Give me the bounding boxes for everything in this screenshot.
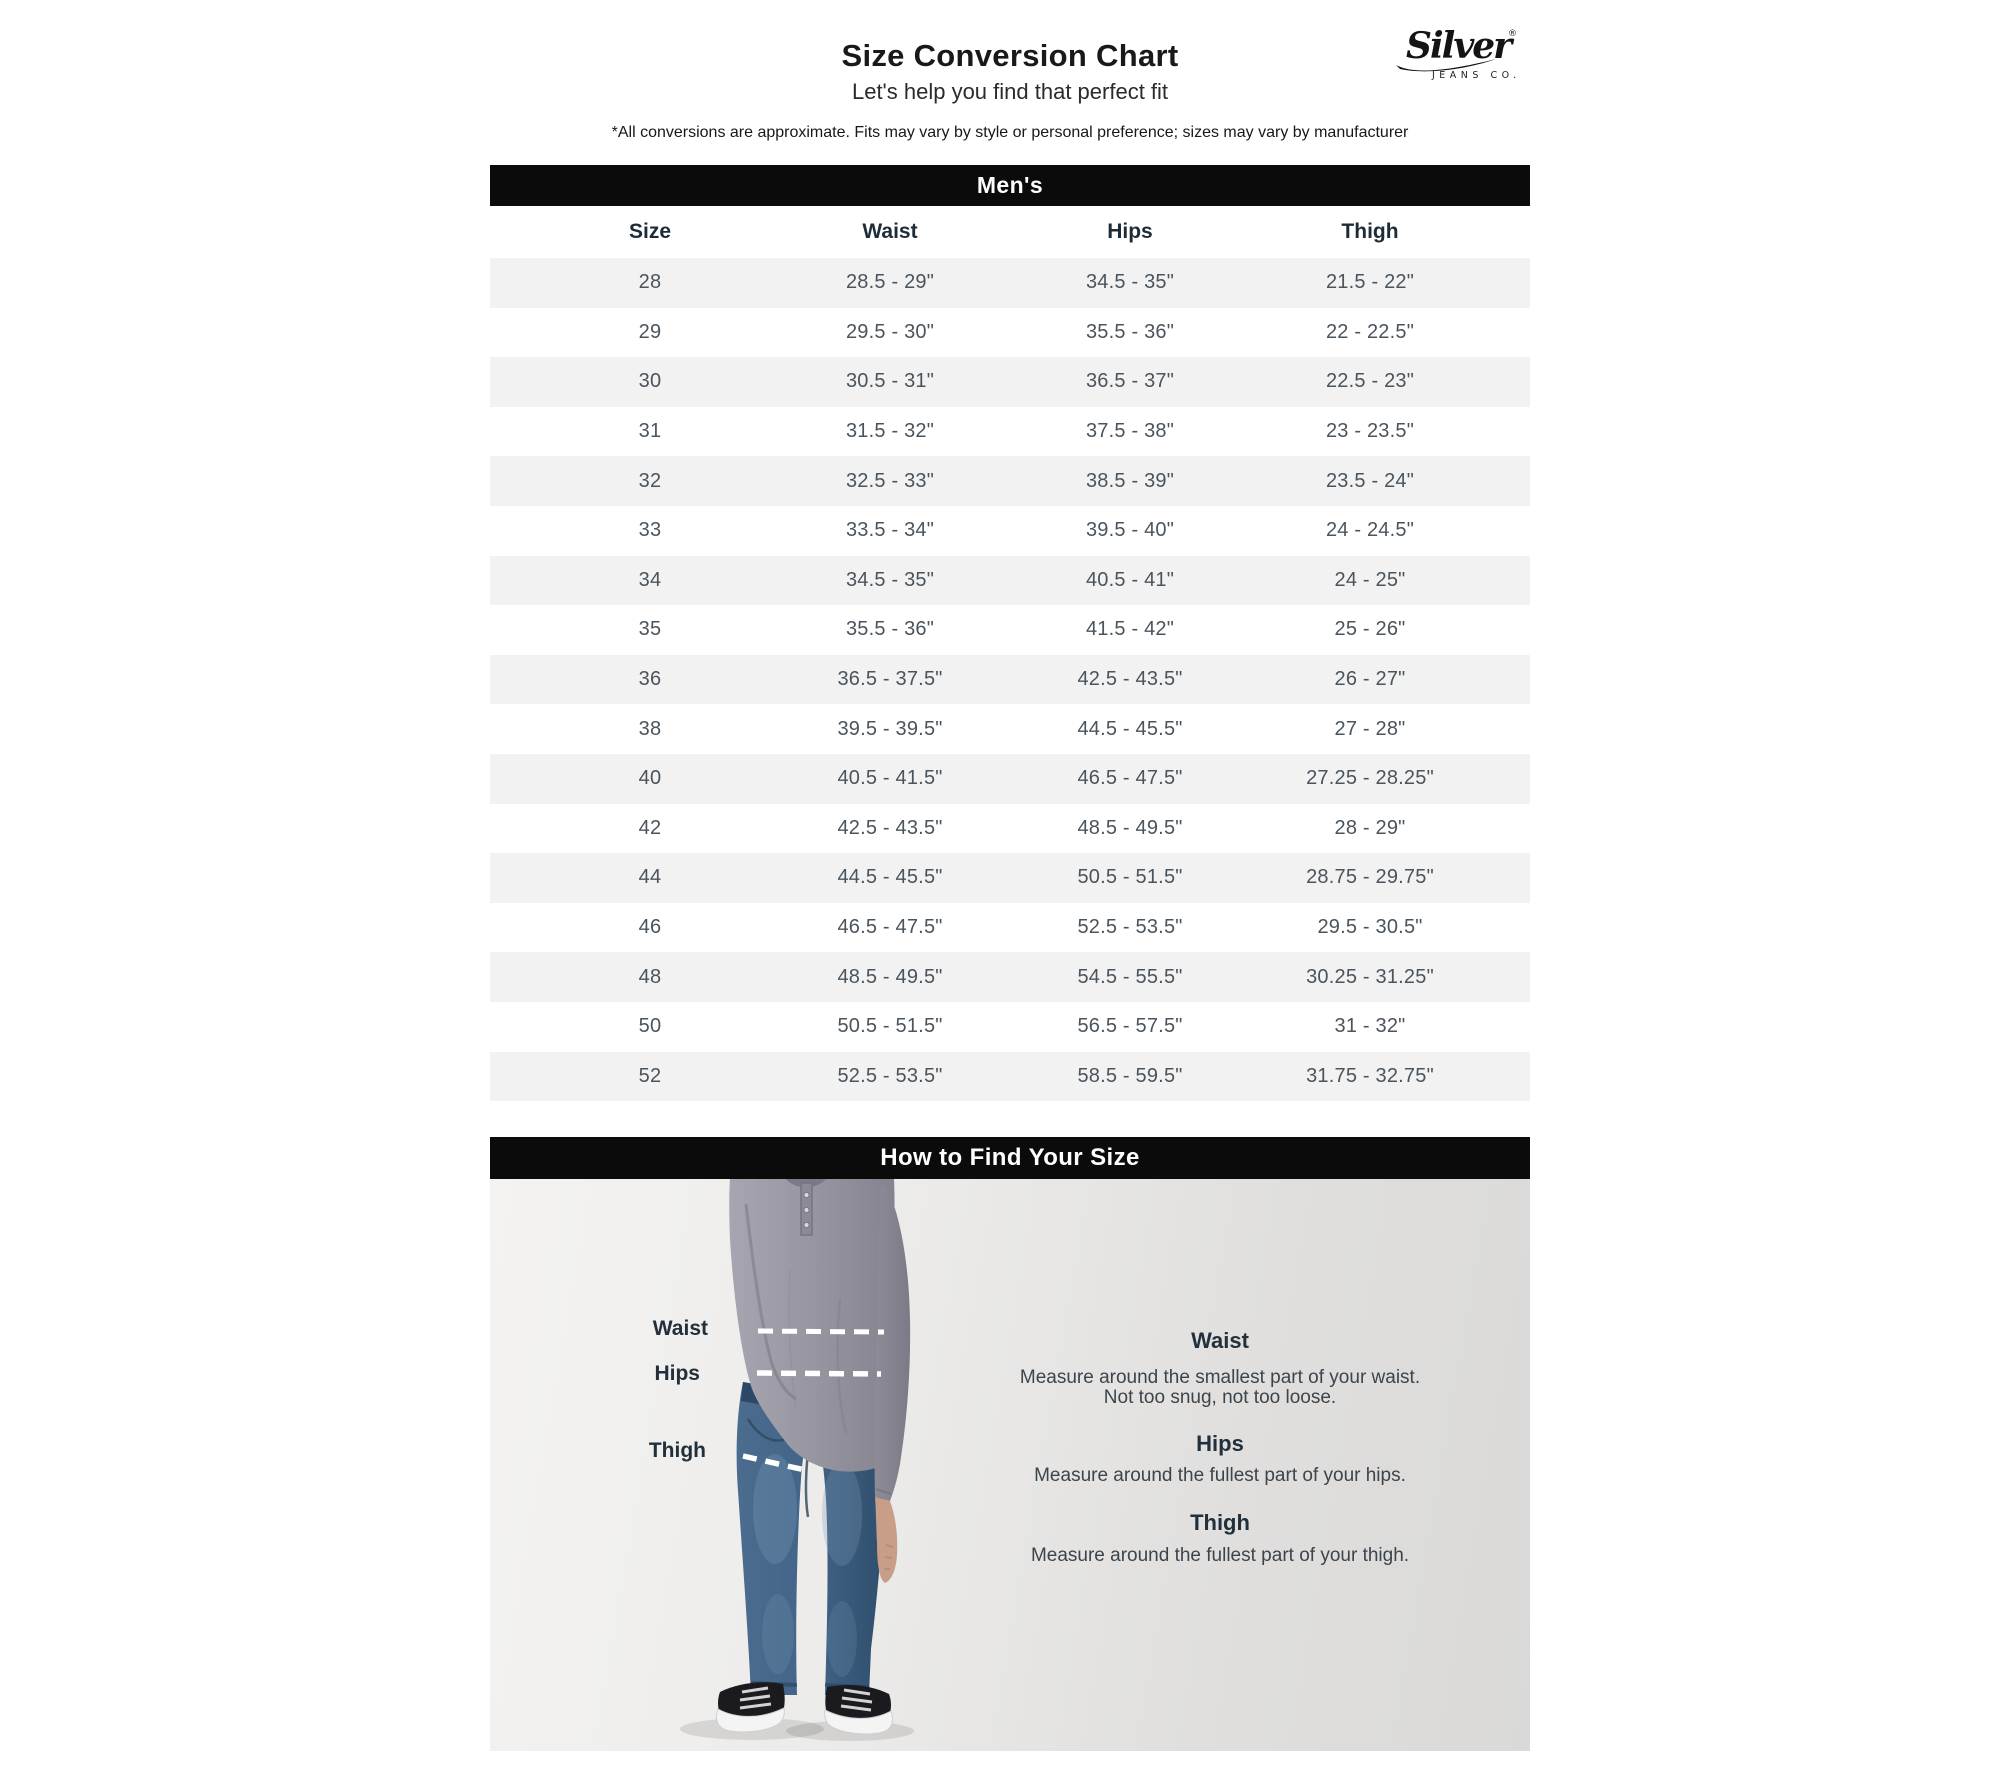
cell-thigh: 28.75 - 29.75" <box>1306 866 1434 889</box>
cell-size: 50 <box>638 1015 662 1038</box>
cell-thigh: 23 - 23.5" <box>1325 420 1415 443</box>
table-row <box>490 754 1530 804</box>
cell-waist: 42.5 - 43.5" <box>837 816 943 839</box>
cell-hips: 52.5 - 53.5" <box>1077 916 1183 939</box>
cell-waist: 32.5 - 33" <box>845 469 935 492</box>
shirt-button <box>804 1222 809 1227</box>
cell-size: 44 <box>638 866 662 889</box>
cell-waist: 31.5 - 32" <box>845 420 935 443</box>
cell-thigh: 23.5 - 24" <box>1325 469 1415 492</box>
page-title: Size Conversion Chart <box>841 38 1179 73</box>
cell-hips: 36.5 - 37" <box>1085 370 1175 393</box>
cell-thigh: 22 - 22.5" <box>1325 320 1415 343</box>
cell-waist: 50.5 - 51.5" <box>837 1015 943 1038</box>
cell-waist: 46.5 - 47.5" <box>837 916 943 939</box>
table-row <box>490 804 1530 854</box>
shirt-button <box>804 1192 809 1197</box>
cell-size: 46 <box>638 916 662 939</box>
cell-waist: 40.5 - 41.5" <box>837 767 943 790</box>
waist-instruction-heading: Waist <box>1191 1328 1249 1353</box>
cell-waist: 44.5 - 45.5" <box>837 866 943 889</box>
column-header-size: Size <box>628 220 672 243</box>
cell-thigh: 27.25 - 28.25" <box>1306 767 1434 790</box>
table-row <box>490 1052 1530 1102</box>
cell-hips: 48.5 - 49.5" <box>1077 816 1183 839</box>
cell-thigh: 25 - 26" <box>1334 618 1406 641</box>
cell-thigh: 26 - 27" <box>1334 668 1406 691</box>
cell-size: 48 <box>638 965 662 988</box>
cell-size: 29 <box>638 320 662 343</box>
figure-waist-label: Waist <box>652 1317 708 1340</box>
figure-hips-label: Hips <box>654 1362 700 1385</box>
waist-instruction-line1: Measure around the smallest part of your waist. <box>1019 1367 1421 1388</box>
cell-thigh: 21.5 - 22" <box>1325 271 1415 294</box>
shirt-button <box>804 1207 809 1212</box>
cell-waist: 35.5 - 36" <box>845 618 935 641</box>
cell-hips: 44.5 - 45.5" <box>1077 717 1183 740</box>
cell-hips: 39.5 - 40" <box>1085 519 1175 542</box>
cell-waist: 52.5 - 53.5" <box>837 1064 943 1087</box>
table-row <box>490 655 1530 705</box>
waist-instruction-line2: Not too snug, not too loose. <box>1103 1387 1337 1408</box>
column-header-waist: Waist <box>862 220 918 243</box>
figure-thigh-label: Thigh <box>648 1439 706 1462</box>
cell-hips: 42.5 - 43.5" <box>1077 668 1183 691</box>
cell-thigh: 24 - 25" <box>1334 568 1406 591</box>
denim-wash <box>753 1454 797 1564</box>
cell-hips: 54.5 - 55.5" <box>1077 965 1183 988</box>
denim-wash <box>827 1601 857 1677</box>
hips-instruction-line1: Measure around the fullest part of your hips. <box>1034 1465 1406 1486</box>
cell-waist: 36.5 - 37.5" <box>837 668 943 691</box>
mens-section-label: Men's <box>976 172 1044 198</box>
cell-waist: 48.5 - 49.5" <box>837 965 943 988</box>
table-row <box>490 456 1530 506</box>
table-header-row <box>490 206 1530 258</box>
cell-thigh: 29.5 - 30.5" <box>1317 916 1423 939</box>
shirt-sleeve <box>875 1185 911 1501</box>
size-table-body <box>490 258 1530 1101</box>
cell-waist: 29.5 - 30" <box>845 320 935 343</box>
cell-thigh: 31.75 - 32.75" <box>1306 1064 1434 1087</box>
cell-waist: 39.5 - 39.5" <box>837 717 943 740</box>
cell-thigh: 27 - 28" <box>1334 717 1406 740</box>
cell-hips: 34.5 - 35" <box>1085 271 1175 294</box>
cell-waist: 34.5 - 35" <box>845 568 935 591</box>
cell-hips: 37.5 - 38" <box>1085 420 1175 443</box>
page-subtitle: Let's help you find that perfect fit <box>851 79 1169 104</box>
cell-size: 38 <box>638 717 662 740</box>
cell-size: 40 <box>638 767 662 790</box>
table-row <box>490 704 1530 754</box>
table-row <box>490 1002 1530 1052</box>
svg-text:JEANS CO.: JEANS CO. <box>1432 70 1521 81</box>
cell-size: 32 <box>638 469 662 492</box>
cell-thigh: 24 - 24.5" <box>1325 519 1415 542</box>
table-row <box>490 357 1530 407</box>
cell-thigh: 28 - 29" <box>1334 816 1406 839</box>
cell-hips: 58.5 - 59.5" <box>1077 1064 1183 1087</box>
thigh-instruction-heading: Thigh <box>1190 1510 1250 1535</box>
table-row <box>490 258 1530 308</box>
cell-size: 28 <box>638 271 662 294</box>
cell-thigh: 30.25 - 31.25" <box>1306 965 1434 988</box>
disclaimer-text: *All conversions are approximate. Fits may vary by style or personal preference; sizes may vary by manufacturer <box>611 124 1409 141</box>
cell-thigh: 22.5 - 23" <box>1325 370 1415 393</box>
table-row <box>490 506 1530 556</box>
cell-size: 34 <box>638 568 662 591</box>
table-row <box>490 407 1530 457</box>
cell-thigh: 31 - 32" <box>1334 1015 1406 1038</box>
denim-wash <box>762 1594 794 1674</box>
cell-size: 33 <box>638 519 662 542</box>
cell-hips: 41.5 - 42" <box>1085 618 1175 641</box>
cell-size: 52 <box>638 1064 662 1087</box>
cell-size: 36 <box>638 668 662 691</box>
table-row <box>490 605 1530 655</box>
cell-hips: 40.5 - 41" <box>1085 568 1175 591</box>
cell-size: 31 <box>638 420 662 443</box>
column-header-thigh: Thigh <box>1341 220 1399 243</box>
cell-size: 42 <box>638 816 662 839</box>
thigh-instruction-line1: Measure around the fullest part of your thigh. <box>1030 1545 1410 1566</box>
cell-size: 35 <box>638 618 662 641</box>
table-row <box>490 903 1530 953</box>
cell-waist: 28.5 - 29" <box>845 271 935 294</box>
cell-waist: 30.5 - 31" <box>845 370 935 393</box>
column-header-hips: Hips <box>1107 220 1153 243</box>
table-row <box>490 556 1530 606</box>
svg-text:®: ® <box>1508 29 1517 39</box>
mens-section-header <box>490 165 1530 206</box>
cell-hips: 50.5 - 51.5" <box>1077 866 1183 889</box>
cell-waist: 33.5 - 34" <box>845 519 935 542</box>
cell-size: 30 <box>638 370 662 393</box>
cell-hips: 38.5 - 39" <box>1085 469 1175 492</box>
hips-instruction-heading: Hips <box>1196 1431 1244 1456</box>
cell-hips: 35.5 - 36" <box>1085 320 1175 343</box>
content-column <box>490 0 1530 1778</box>
denim-wash <box>822 1462 862 1566</box>
howto-section-label: How to Find Your Size <box>880 1144 1140 1171</box>
cell-hips: 56.5 - 57.5" <box>1077 1015 1183 1038</box>
table-row <box>490 952 1530 1002</box>
howto-section-header <box>490 1137 1530 1179</box>
measurement-figure <box>490 1179 1530 1751</box>
svg-text:Silver: Silver <box>1406 25 1511 67</box>
cell-hips: 46.5 - 47.5" <box>1077 767 1183 790</box>
table-row <box>490 853 1530 903</box>
table-row <box>490 308 1530 358</box>
